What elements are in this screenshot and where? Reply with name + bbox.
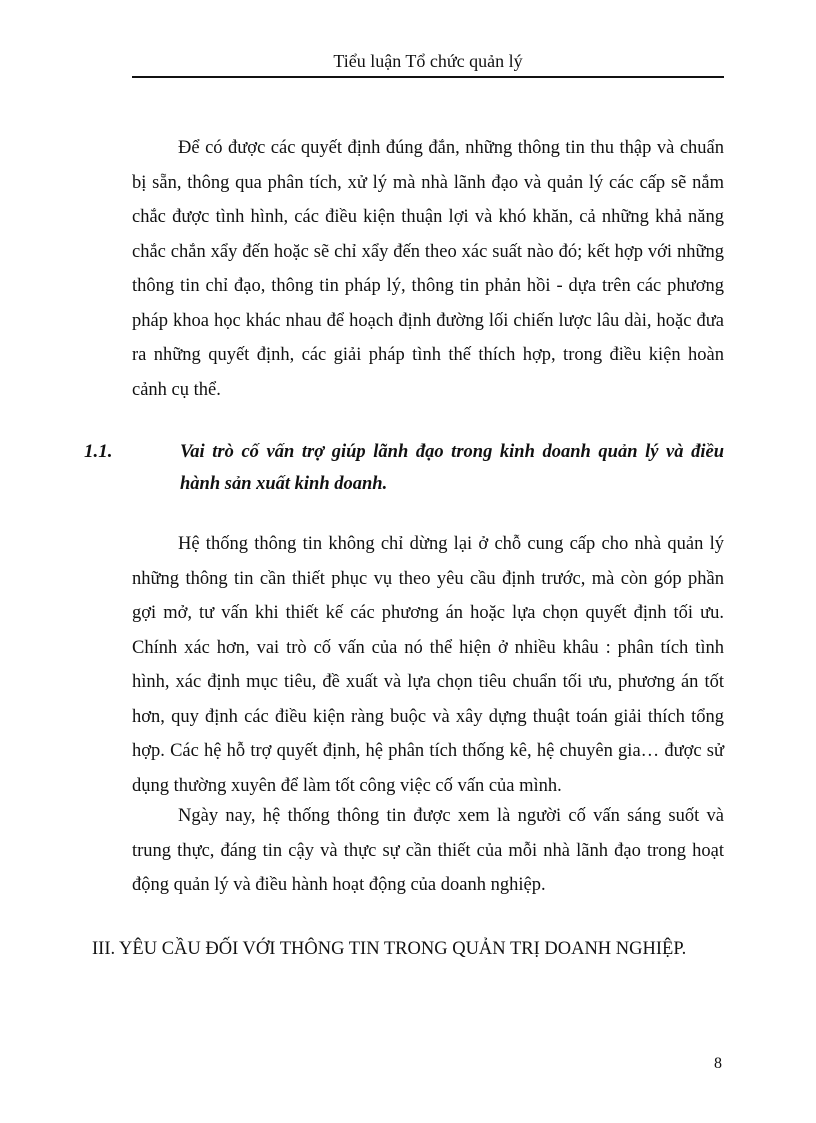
- section-number: 1.1.: [84, 441, 113, 462]
- body-paragraph-2: Hệ thống thông tin không chỉ dừng lại ở chỗ cung cấp cho nhà quản lý những thông tin cần thiết phục vụ theo yêu cầu định trước, mà còn góp phần gợi mở, tư vấn khi thiết kế các phương án hoặc lựa chọn quyết định tối ưu. Chính xác hơn, vai trò cố vấn của nó thể hiện ở nhiều khâu : phân tích tình hình, xác định mục tiêu, đề xuất và lựa chọn tiêu chuẩn tối ưu, phương án tốt hơn, quy định các điều kiện ràng buộc và xây dựng thuật toán giải thích tổng hợp. Các hệ hỗ trợ quyết định, hệ phân tích thống kê, hệ chuyên gia… được sử dụng thường xuyên để làm tốt công việc cố vấn của mình.: [132, 534, 724, 796]
- body-paragraph-1: Để có được các quyết định đúng đắn, những thông tin thu thập và chuẩn bị sẵn, thông qua phân tích, xử lý mà nhà lãnh đạo và quản lý các cấp sẽ nắm chắc được tình hình, các điều kiện thuận lợi và khó khăn, cả những khả năng chắc chắn xẩy đến hoặc sẽ chỉ xẩy đến theo xác suất nào đó; kết hợp với những thông tin chỉ đạo, thông tin pháp lý, thông tin phản hồi - dựa trên các phương pháp khoa học khác nhau để hoạch định đường lối chiến lược lâu dài, hoặc đưa ra những quyết định, các giải pháp tình thế thích hợp, trong điều kiện hoàn cảnh cụ thể.: [132, 138, 724, 400]
- running-header-title: Tiểu luận Tổ chức quản lý: [333, 51, 523, 71]
- section-title: Vai trò cố vấn trợ giúp lãnh đạo trong kinh doanh quản lý và điều hành sản xuất kinh doanh.: [180, 442, 724, 494]
- page-number: 8: [714, 1055, 722, 1072]
- body-paragraph-3: Ngày nay, hệ thống thông tin được xem là người cố vấn sáng suốt và trung thực, đáng tin cậy và thực sự cần thiết của mỗi nhà lãnh đạo trong hoạt động quản lý và điều hành hoạt động của doanh nghiệp.: [132, 806, 724, 895]
- chapter-heading-iii: III. YÊU CẦU ĐỐI VỚI THÔNG TIN TRONG QUẢN TRỊ DOANH NGHIỆP.: [92, 939, 687, 959]
- header-divider: [132, 76, 724, 78]
